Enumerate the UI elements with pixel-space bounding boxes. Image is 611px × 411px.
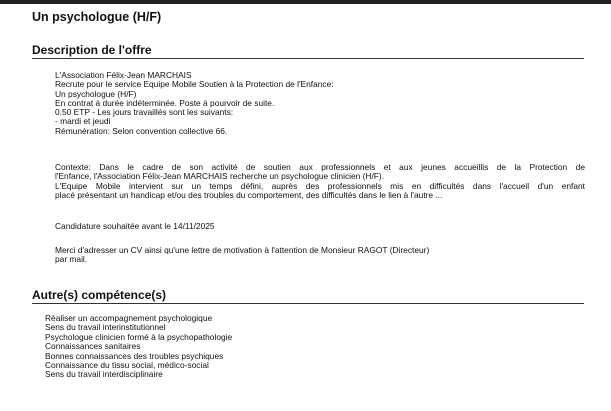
- context-line: L'Equipe Mobile intervient sur un temps défini, auprès des professionnels mis en difficultés dans l'accueil d'un enfant: [55, 180, 585, 191]
- deadline-line: Candidature souhaitée avant le 14/11/2025: [55, 221, 215, 231]
- intro-block: [55, 71, 585, 136]
- skills-heading: Autre(s) compétence(s): [32, 288, 584, 304]
- skill-item: Bonnes connaissances des troubles psychiques: [45, 350, 224, 361]
- intro-line: Rémunération: Selon convention collective 66.: [55, 125, 228, 136]
- context-block: [55, 163, 585, 200]
- job-title: Un psychologue (H/F): [32, 10, 162, 24]
- description-heading: Description de l'offre: [32, 43, 584, 59]
- top-rule: [0, 0, 611, 4]
- merci-line: Merci d'adresser un CV ainsi qu'une lettre de motivation à l'attention de Monsieur RAGOT (Directeur): [55, 245, 430, 255]
- application-instructions: [55, 246, 585, 265]
- skill-item: Sens du travail interdisciplinaire: [45, 369, 163, 380]
- intro-line: 0.50 ETP - Les jours travaillés sont les suivants:: [55, 107, 234, 118]
- skill-item: Psychologue clinicien formé à la psychopathologie: [45, 331, 233, 342]
- skill-item: Connaissance du tissu social, médico-social: [45, 360, 209, 371]
- context-line: l'Enfance, l'Association Félix-Jean MARCHAIS recherche un psychologue clinicien (H/F).: [55, 171, 385, 182]
- skill-item: Connaissances sanitaires: [45, 341, 141, 352]
- context-line: Contexte: Dans le cadre de son activité de soutien aux professionnels et aux jeunes accueillis de la Protection de: [55, 162, 585, 172]
- intro-line: - mardi et jeudi: [55, 116, 111, 127]
- intro-line: L'Association Félix-Jean MARCHAIS: [55, 70, 192, 80]
- skills-list: [45, 314, 232, 380]
- deadline-text: [55, 222, 585, 231]
- intro-line: En contrat à durée indéterminée. Poste à pourvoir de suite.: [55, 97, 275, 108]
- intro-line: Recrute pour le service Equipe Mobile Soutien à la Protection de l'Enfance:: [55, 79, 334, 90]
- intro-line: Un psychologue (H/F): [55, 88, 137, 99]
- skill-item: Réaliser un accompagnement psychologique: [45, 313, 213, 323]
- context-line: placé présentant un handicap et/ou des troubles du comportement, des difficultés dans le lien à l'autre ...: [55, 189, 443, 200]
- merci-line: par mail.: [55, 254, 88, 265]
- skill-item: Sens du travail interinstitutionnel: [45, 322, 166, 333]
